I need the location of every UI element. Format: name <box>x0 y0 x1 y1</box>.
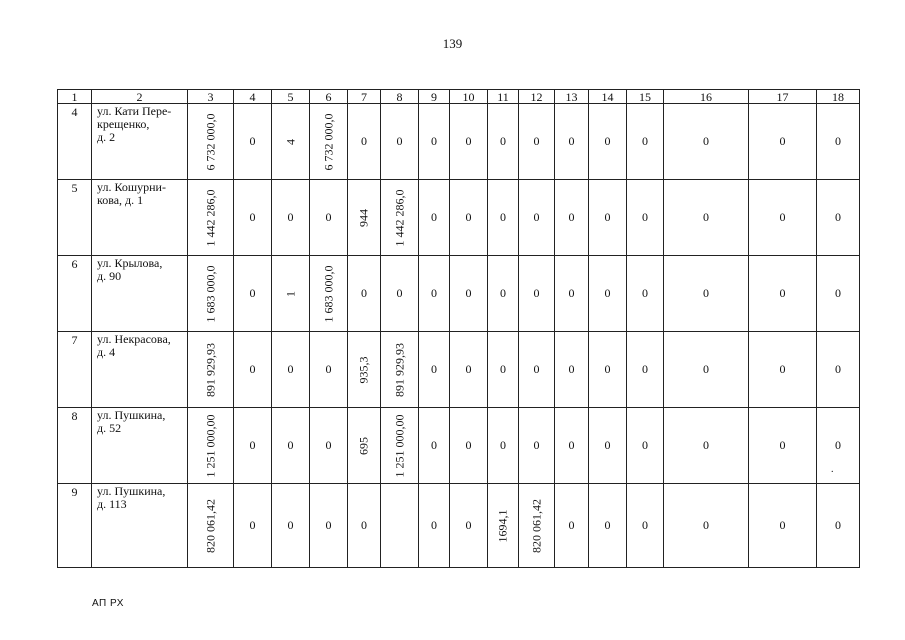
column-header: 1 <box>58 90 92 104</box>
table-cell <box>188 180 234 256</box>
cell-value: 891 929,93 <box>392 342 406 397</box>
table-cell: 0 <box>450 332 488 408</box>
column-header: 16 <box>664 90 749 104</box>
table-cell: 0 <box>589 332 627 408</box>
cell-value: 1 442 286,0 <box>392 189 406 246</box>
table-cell: 0 <box>555 408 589 484</box>
column-header: 6 <box>310 90 348 104</box>
table-cell: 0 <box>519 332 555 408</box>
table-cell: 0 <box>348 104 381 180</box>
table-cell: 0 <box>310 484 348 568</box>
address-cell: ул. Некрасова, д. 4 <box>92 332 188 408</box>
cell-value: 820 061,42 <box>529 498 543 553</box>
table-cell: 0 <box>519 180 555 256</box>
table-cell: 0 <box>749 332 817 408</box>
row-number-cell: 7 <box>58 332 92 408</box>
column-header: 12 <box>519 90 555 104</box>
table-cell: 0 <box>450 256 488 332</box>
column-header: 13 <box>555 90 589 104</box>
cell-value: 0 <box>835 438 841 452</box>
column-header: 5 <box>272 90 310 104</box>
column-header: 11 <box>488 90 519 104</box>
table-cell <box>188 484 234 568</box>
column-header: 10 <box>450 90 488 104</box>
table-cell: 0 <box>348 256 381 332</box>
address-cell: ул. Кошурни- кова, д. 1 <box>92 180 188 256</box>
table-cell <box>188 104 234 180</box>
table-cell <box>348 332 381 408</box>
stray-mark: . <box>831 464 834 475</box>
table-cell: 0 <box>664 484 749 568</box>
column-header: 4 <box>234 90 272 104</box>
data-table <box>57 89 860 568</box>
address-cell: ул. Крылова, д. 90 <box>92 256 188 332</box>
table-row <box>58 332 860 408</box>
table-cell: 0 <box>664 332 749 408</box>
table-row <box>58 180 860 256</box>
cell-value: 1 <box>283 290 297 297</box>
cell-value: 1 251 000,00 <box>392 414 406 477</box>
table-cell: 0 <box>419 408 450 484</box>
table-cell: 0 <box>749 484 817 568</box>
cell-value: 4 <box>283 138 297 145</box>
table-cell: 0 <box>589 256 627 332</box>
table-cell: 0 <box>627 332 664 408</box>
cell-value: 6 732 000,0 <box>203 113 217 170</box>
table-cell: 0 <box>272 408 310 484</box>
table-row <box>58 484 860 568</box>
table-cell: 0 <box>348 484 381 568</box>
table-cell: 0 <box>555 180 589 256</box>
row-number-cell: 6 <box>58 256 92 332</box>
table-cell: 0 <box>234 256 272 332</box>
table-cell: 0 <box>627 180 664 256</box>
table-cell: 0 <box>488 180 519 256</box>
table-cell <box>817 408 860 484</box>
table-cell: 0 <box>817 256 860 332</box>
table-cell: 0 <box>749 256 817 332</box>
table-cell: 0 <box>589 484 627 568</box>
table-cell: 0 <box>488 332 519 408</box>
table-row <box>58 408 860 484</box>
table-cell <box>188 408 234 484</box>
row-number-cell: 9 <box>58 484 92 568</box>
cell-value: 695 <box>356 436 371 455</box>
address-cell: ул. Кати Пере- крещенко, д. 2 <box>92 104 188 180</box>
cell-value: 891 929,93 <box>203 342 217 397</box>
table-cell <box>348 180 381 256</box>
column-header: 2 <box>92 90 188 104</box>
table-cell <box>188 256 234 332</box>
table-cell <box>310 104 348 180</box>
cell-value: 1 251 000,00 <box>203 414 217 477</box>
table-cell <box>348 408 381 484</box>
table-cell: 0 <box>310 332 348 408</box>
table-cell <box>381 408 419 484</box>
table-cell <box>381 180 419 256</box>
table-cell: 0 <box>749 104 817 180</box>
table-row <box>58 256 860 332</box>
column-header: 7 <box>348 90 381 104</box>
table-cell: 0 <box>310 180 348 256</box>
table-cell: 0 <box>519 104 555 180</box>
page-number: 139 <box>442 36 463 51</box>
table-cell: 0 <box>749 408 817 484</box>
table-cell: 0 <box>419 484 450 568</box>
table-cell: 0 <box>519 408 555 484</box>
column-header: 9 <box>419 90 450 104</box>
table-cell: 0 <box>234 180 272 256</box>
table-cell: 0 <box>488 104 519 180</box>
table-cell: 0 <box>664 104 749 180</box>
column-header: 8 <box>381 90 419 104</box>
table-cell: 0 <box>419 180 450 256</box>
table-cell: 0 <box>234 484 272 568</box>
cell-value: 935,3 <box>356 356 371 383</box>
table-cell: 0 <box>234 104 272 180</box>
column-header: 15 <box>627 90 664 104</box>
table-cell: 0 <box>664 408 749 484</box>
table-cell: 0 <box>589 104 627 180</box>
table-cell: 0 <box>450 408 488 484</box>
table-cell: 0 <box>519 256 555 332</box>
cell-value: 6 732 000,0 <box>321 113 335 170</box>
table-cell: 0 <box>664 256 749 332</box>
table-cell: 0 <box>234 408 272 484</box>
table-cell: 0 <box>450 104 488 180</box>
cell-value: 1 683 000,0 <box>203 265 217 322</box>
table-cell: 0 <box>381 256 419 332</box>
row-number-cell: 4 <box>58 104 92 180</box>
table-header-row <box>58 90 860 104</box>
table-cell: 0 <box>749 180 817 256</box>
row-number-cell: 5 <box>58 180 92 256</box>
table-cell <box>310 256 348 332</box>
address-cell: ул. Пушкина, д. 52 <box>92 408 188 484</box>
table-cell <box>381 484 419 568</box>
table-cell: 0 <box>310 408 348 484</box>
table-cell: 0 <box>627 408 664 484</box>
table-cell: 0 <box>272 332 310 408</box>
table-cell: 0 <box>589 180 627 256</box>
table-cell: 0 <box>419 104 450 180</box>
table-cell: 0 <box>817 180 860 256</box>
address-cell: ул. Пушкина, д. 113 <box>92 484 188 568</box>
table-cell: 0 <box>272 180 310 256</box>
table-cell <box>381 332 419 408</box>
table-cell: 0 <box>488 256 519 332</box>
cell-value: 820 061,42 <box>203 498 217 553</box>
table-cell: 0 <box>555 104 589 180</box>
table-cell <box>272 256 310 332</box>
table-cell <box>272 104 310 180</box>
table-cell <box>488 484 519 568</box>
column-header: 17 <box>749 90 817 104</box>
table-cell: 0 <box>555 332 589 408</box>
table-cell: 0 <box>817 104 860 180</box>
table-cell: 0 <box>381 104 419 180</box>
column-header: 14 <box>589 90 627 104</box>
cell-value: 1 683 000,0 <box>321 265 335 322</box>
cell-value: 1 442 286,0 <box>203 189 217 246</box>
table-cell: 0 <box>555 484 589 568</box>
table-cell: 0 <box>450 484 488 568</box>
column-header: 3 <box>188 90 234 104</box>
table-cell: 0 <box>272 484 310 568</box>
table-cell: 0 <box>627 484 664 568</box>
row-number-cell: 8 <box>58 408 92 484</box>
table-cell: 0 <box>450 180 488 256</box>
table-cell: 0 <box>664 180 749 256</box>
cell-value: 1694,1 <box>495 509 510 542</box>
table-cell: 0 <box>419 332 450 408</box>
table-cell <box>188 332 234 408</box>
table-cell: 0 <box>627 104 664 180</box>
table-cell: 0 <box>589 408 627 484</box>
column-header: 18 <box>817 90 860 104</box>
table-cell: 0 <box>555 256 589 332</box>
table-cell: 0 <box>817 484 860 568</box>
table-cell: 0 <box>488 408 519 484</box>
table-cell: 0 <box>234 332 272 408</box>
table-cell <box>519 484 555 568</box>
cell-value: 944 <box>356 208 371 227</box>
table-cell: 0 <box>419 256 450 332</box>
footer-stamp: АП РХ <box>92 598 124 609</box>
table-cell: 0 <box>817 332 860 408</box>
table-row <box>58 104 860 180</box>
table-cell: 0 <box>627 256 664 332</box>
